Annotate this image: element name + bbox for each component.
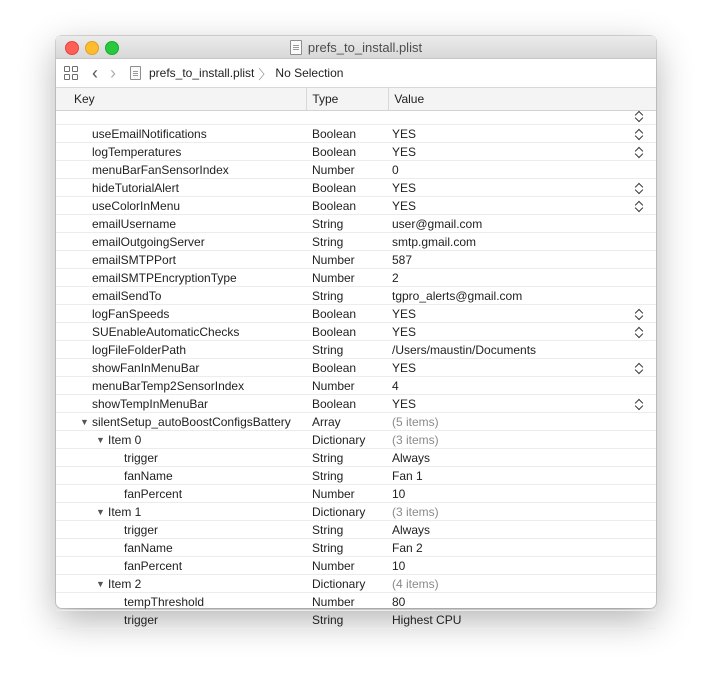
row-type[interactable]: Number [312, 163, 355, 177]
row-type[interactable]: Boolean [312, 307, 357, 321]
plist-row[interactable] [56, 233, 656, 251]
boolean-popup-chevrons-icon[interactable] [634, 361, 644, 375]
plist-row[interactable] [56, 143, 656, 161]
row-key: tempThreshold [124, 595, 205, 609]
row-key: hideTutorialAlert [92, 181, 179, 195]
row-key: emailSMTPEncryptionType [92, 271, 237, 285]
row-value[interactable]: tgpro_alerts@gmail.com [392, 289, 523, 303]
row-type[interactable]: Boolean [312, 199, 357, 213]
row-value[interactable]: YES [392, 361, 417, 375]
row-value[interactable]: 2 [392, 271, 399, 285]
column-header-type-label: Type [312, 92, 339, 106]
row-key: silentSetup_autoBoostConfigsBattery [92, 415, 291, 429]
column-header-key[interactable]: Key [74, 92, 95, 106]
row-key: fanName [124, 469, 173, 483]
back-arrow-icon[interactable]: ‹ [92, 63, 98, 83]
row-value[interactable]: 0 [392, 163, 399, 177]
plist-row[interactable] [56, 467, 656, 485]
related-items-grid-icon[interactable] [64, 66, 78, 80]
row-type[interactable]: Boolean [312, 181, 357, 195]
row-type[interactable]: Number [312, 379, 355, 393]
boolean-popup-chevrons-icon[interactable] [634, 127, 644, 141]
row-key: emailOutgoingServer [92, 235, 205, 249]
boolean-popup-chevrons-icon[interactable] [634, 397, 644, 411]
row-type[interactable]: Boolean [312, 325, 357, 339]
row-value[interactable]: YES [392, 325, 417, 339]
plist-row[interactable] [56, 449, 656, 467]
row-key: fanPercent [124, 559, 183, 573]
row-value[interactable]: YES [392, 397, 417, 411]
row-type[interactable]: Number [312, 487, 355, 501]
plist-file-icon [130, 66, 141, 80]
row-type[interactable]: Dictionary [312, 577, 366, 591]
boolean-popup-chevrons-icon[interactable] [634, 109, 644, 123]
disclosure-triangle-icon[interactable]: ▼ [80, 417, 89, 427]
row-type[interactable]: String [312, 613, 344, 627]
row-value[interactable]: Highest CPU [392, 613, 462, 627]
plist-row[interactable] [56, 413, 656, 431]
row-key: logFileFolderPath [92, 343, 187, 357]
window-title: prefs_to_install.plist [307, 39, 423, 55]
row-key: SUEnableAutomaticChecks [92, 325, 240, 339]
row-key: Item 0 [108, 433, 142, 447]
jumpbar-file-crumb[interactable] [130, 66, 254, 80]
boolean-popup-chevrons-icon[interactable] [634, 325, 644, 339]
plist-row[interactable] [56, 197, 656, 215]
row-type[interactable]: Boolean [312, 145, 357, 159]
row-type[interactable]: String [312, 541, 344, 555]
plist-row[interactable] [56, 431, 656, 449]
row-key: useEmailNotifications [92, 127, 207, 141]
plist-editor-window [56, 36, 656, 627]
row-key: showFanInMenuBar [92, 361, 200, 375]
row-type[interactable]: String [312, 343, 344, 357]
plist-row[interactable] [56, 269, 656, 287]
plist-row[interactable] [56, 287, 656, 305]
row-key: trigger [124, 613, 159, 627]
row-type[interactable]: String [312, 469, 344, 483]
forward-arrow-icon[interactable]: › [110, 63, 116, 83]
plist-row[interactable] [56, 179, 656, 197]
row-type[interactable]: Boolean [312, 361, 357, 375]
row-value[interactable]: Always [392, 523, 431, 537]
row-value[interactable]: (4 items) [392, 577, 439, 591]
row-type[interactable]: Dictionary [312, 433, 366, 447]
plist-row[interactable] [56, 341, 656, 359]
plist-row[interactable] [56, 503, 656, 521]
plist-rows [56, 107, 656, 629]
row-value[interactable]: 10 [392, 559, 406, 573]
row-key: trigger [124, 523, 159, 537]
plist-row[interactable] [56, 305, 656, 323]
window-title-area [56, 36, 656, 58]
plist-row[interactable] [56, 359, 656, 377]
row-type[interactable]: String [312, 235, 344, 249]
disclosure-triangle-icon[interactable]: ▼ [96, 579, 105, 589]
row-value[interactable]: /Users/maustin/Documents [392, 343, 537, 357]
row-key: Item 2 [108, 577, 142, 591]
row-value[interactable]: (5 items) [392, 415, 439, 429]
row-type[interactable]: Boolean [312, 397, 357, 411]
row-key: logTemperatures [92, 145, 182, 159]
row-value[interactable]: user@gmail.com [392, 217, 483, 231]
row-type[interactable]: Dictionary [312, 505, 366, 519]
plist-row[interactable] [56, 557, 656, 575]
row-value[interactable]: (3 items) [392, 433, 439, 447]
disclosure-triangle-icon[interactable]: ▼ [96, 507, 105, 517]
jumpbar-file-name: prefs_to_install.plist [149, 66, 255, 80]
boolean-popup-chevrons-icon[interactable] [634, 181, 644, 195]
column-header-value-label: Value [394, 92, 425, 106]
row-key: trigger [124, 451, 159, 465]
plist-row[interactable] [56, 521, 656, 539]
row-key: logFanSpeeds [92, 307, 170, 321]
plist-outline [56, 111, 656, 627]
row-key: Item 1 [108, 505, 142, 519]
plist-row[interactable] [56, 161, 656, 179]
plist-row[interactable] [56, 485, 656, 503]
boolean-popup-chevrons-icon[interactable] [634, 199, 644, 213]
row-value[interactable]: YES [392, 145, 417, 159]
plist-row[interactable] [56, 215, 656, 233]
boolean-popup-chevrons-icon[interactable] [634, 307, 644, 321]
row-type[interactable]: String [312, 217, 344, 231]
row-value[interactable]: 80 [392, 595, 406, 609]
boolean-popup-chevrons-icon[interactable] [634, 145, 644, 159]
plist-row[interactable] [56, 125, 656, 143]
disclosure-triangle-icon[interactable]: ▼ [96, 435, 105, 445]
breadcrumb-separator-icon: 〉 [258, 66, 272, 82]
row-type[interactable]: Number [312, 253, 355, 267]
row-key: menuBarTemp2SensorIndex [92, 379, 245, 393]
plist-document-icon [290, 40, 302, 55]
plist-row[interactable] [56, 395, 656, 413]
row-type[interactable]: Number [312, 271, 355, 285]
row-type[interactable]: String [312, 523, 344, 537]
jumpbar-selection[interactable]: No Selection [275, 66, 344, 80]
row-key: emailSendTo [92, 289, 162, 303]
row-key: menuBarFanSensorIndex [92, 163, 229, 177]
plist-row[interactable] [56, 593, 656, 611]
row-type[interactable]: Boolean [312, 127, 357, 141]
row-value[interactable]: YES [392, 181, 417, 195]
plist-row[interactable] [56, 539, 656, 557]
row-type[interactable]: String [312, 451, 344, 465]
row-type[interactable]: Array [312, 415, 341, 429]
plist-row[interactable] [56, 107, 656, 125]
row-value[interactable]: 10 [392, 487, 406, 501]
row-value[interactable]: smtp.gmail.com [392, 235, 477, 249]
row-key: showTempInMenuBar [92, 397, 209, 411]
jump-bar [56, 59, 656, 88]
plist-row[interactable] [56, 251, 656, 269]
row-value[interactable]: (3 items) [392, 505, 439, 519]
row-value[interactable]: 587 [392, 253, 413, 267]
plist-row[interactable] [56, 575, 656, 593]
row-value[interactable]: YES [392, 199, 417, 213]
row-type[interactable]: Number [312, 595, 355, 609]
row-key: useColorInMenu [92, 199, 181, 213]
plist-row[interactable] [56, 377, 656, 395]
row-key: fanName [124, 541, 173, 555]
plist-row[interactable] [56, 323, 656, 341]
row-value[interactable]: YES [392, 307, 417, 321]
row-type[interactable]: Number [312, 559, 355, 573]
row-type[interactable]: String [312, 289, 344, 303]
row-value[interactable]: Always [392, 451, 431, 465]
row-value[interactable]: Fan 1 [392, 469, 423, 483]
row-value[interactable]: Fan 2 [392, 541, 423, 555]
title-bar [56, 36, 656, 59]
plist-row[interactable] [56, 611, 656, 629]
row-key: emailSMTPPort [92, 253, 177, 267]
row-value[interactable]: YES [392, 127, 417, 141]
row-value[interactable]: 4 [392, 379, 399, 393]
row-key: emailUsername [92, 217, 177, 231]
row-key: fanPercent [124, 487, 183, 501]
